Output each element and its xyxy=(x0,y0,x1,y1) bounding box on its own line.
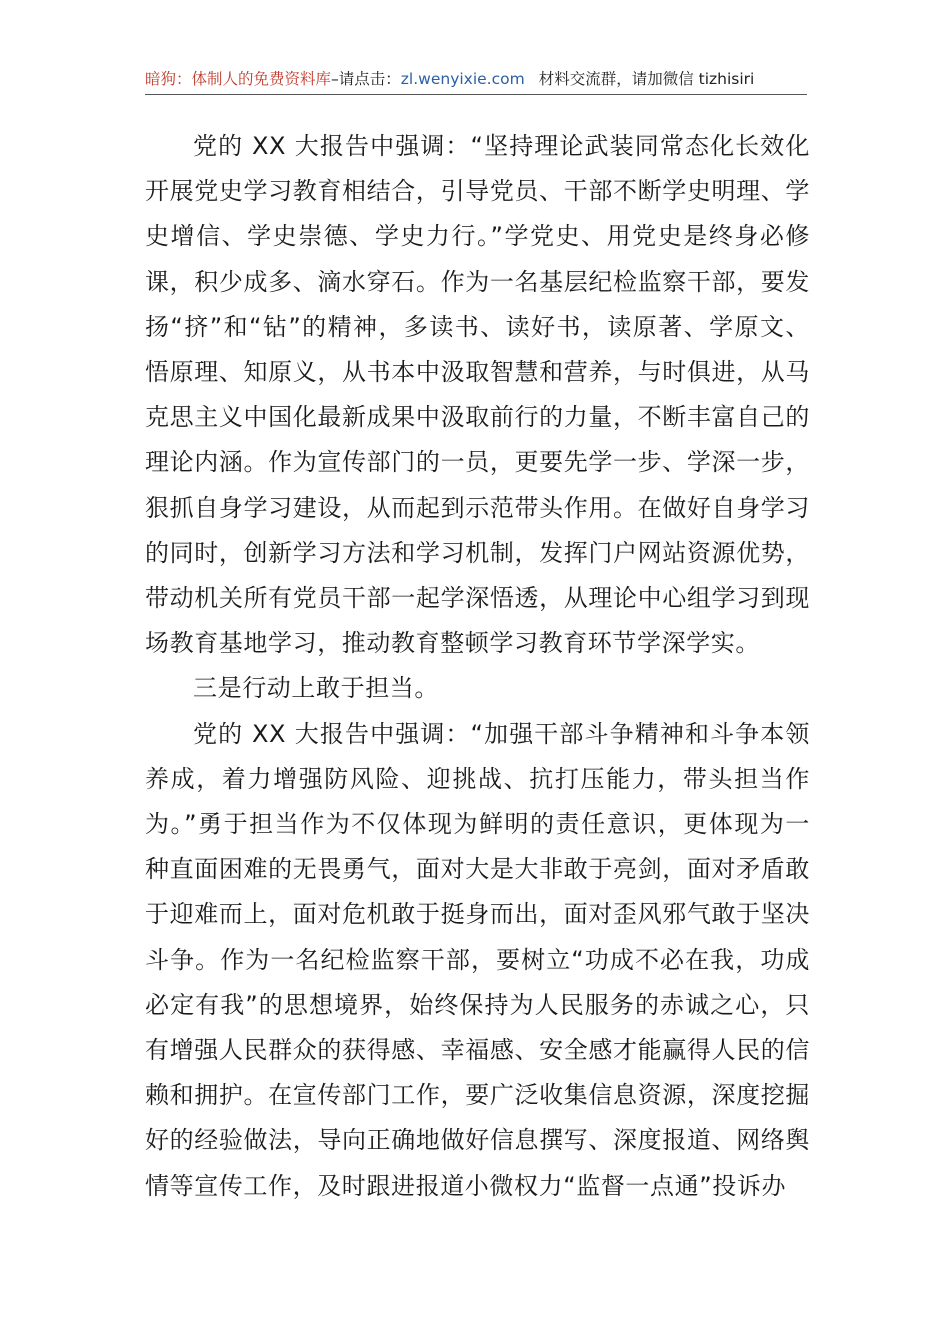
paragraph-theory-study: 党的 XX 大报告中强调：“坚持理论武装同常态化长效化开展党史学习教育相结合，引导党员、干部不断学史明理、学史增信、学史崇德、学史力行。”学党史、用党史是终身必修课，积少成多、滴水穿石。作为一名基层纪检监察干部，要发扬“挤”和“钻”的精神，多读书、读好书，读原著、学原文、悟原理、知原义，从书本中汲取智慧和营养，与时俱进，从马克思主义中国化最新成果中汲取前行的力量，不断丰富自己的理论内涵。作为宣传部门的一员，更要先学一步、学深一步，狠抓自身学习建设，从而起到示范带头作用。在做好自身学习的同时，创新学习方法和学习机制，发挥门户网站资源优势，带动机关所有党员干部一起学深悟透，从理论中心组学习到现场教育基地学习，推动教育整顿学习教育环节学深学实。 xyxy=(145,132,810,658)
page-header xyxy=(145,64,807,95)
document-body xyxy=(145,124,810,1209)
header-brand: 暗狗：体制人的免费资料库 xyxy=(145,70,332,88)
header-link[interactable]: zl.wenyixie.com xyxy=(400,70,525,88)
header-group-note: 材料交流群，请加微信 tizhisiri xyxy=(538,70,755,88)
paragraph-section-heading: 三是行动上敢于担当。 xyxy=(193,674,439,703)
paragraph-responsibility: 党的 XX 大报告中强调：“加强干部斗争精神和斗争本领养成，着力增强防风险、迎挑战、抗打压能力，带头担当作为。”勇于担当作为不仅体现为鲜明的责任意识，更体现为一种直面困难的无畏勇气，面对大是大非敢于亮剑，面对矛盾敢于迎难而上，面对危机敢于挺身而出，面对歪风邪气敢于坚决斗争。作为一名纪检监察干部，要树立“功成不必在我，功成必定有我”的思想境界，始终保持为人民服务的赤诚之心，只有增强人民群众的获得感、幸福感、安全感才能赢得人民的信赖和拥护。在宣传部门工作，要广泛收集信息资源，深度挖掘好的经验做法，导向正确地做好信息撰写、深度报道、网络舆情等宣传工作，及时跟进报道小微权力“监督一点通”投诉办 xyxy=(145,719,810,1200)
header-click-prompt: –请点击： xyxy=(331,70,401,88)
